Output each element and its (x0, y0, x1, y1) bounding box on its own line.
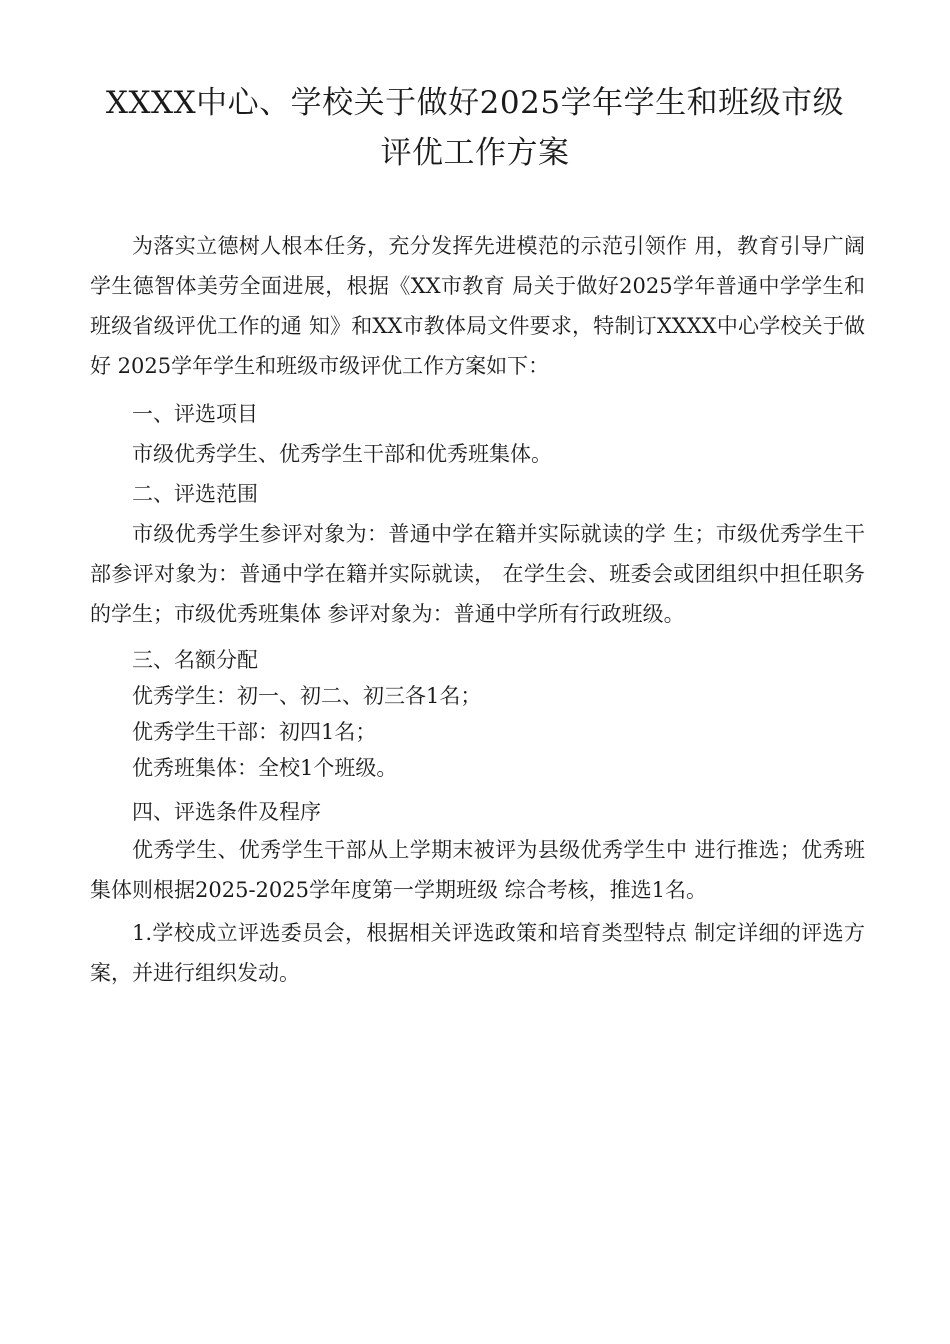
section-3-item-2: 优秀学生干部：初四1名； (132, 720, 377, 744)
section-2-text: 市级优秀学生参评对象为：普通中学在籍并实际就读的学 生；市级优秀学生干部参评对象为：普通中学在籍并实际就读， 在学生会、班委会或团组织中担任职务的学生；市级优秀班集体 参评对象为：普通中学所有行政班级。 (90, 522, 865, 626)
section-4-text: 优秀学生、优秀学生干部从上学期末被评为县级优秀学生中 进行推选；优秀班集体则根据2025-2025学年度第一学期班级 综合考核，推选1名。 (90, 838, 865, 902)
section-1-heading: 一、评选项目 (132, 402, 258, 426)
section-4-step-1: 1.学校成立评选委员会，根据相关评选政策和培育类型特点 制定详细的评选方案，并进行组织发动。 (90, 921, 865, 985)
section-3-heading: 三、名额分配 (132, 648, 258, 672)
title-line-2: 评优工作方案 (380, 135, 570, 171)
document-body (90, 226, 865, 993)
document-title (60, 78, 890, 178)
section-4-heading: 四、评选条件及程序 (132, 800, 321, 824)
section-1-text: 市级优秀学生、优秀学生干部和优秀班集体。 (132, 442, 552, 466)
section-3-item-3: 优秀班集体：全校1个班级。 (132, 756, 398, 780)
intro-paragraph: 为落实立德树人根本任务，充分发挥先进模范的示范引领作 用，教育引导广阔学生德智体美劳全面进展，根据《XX市教育 局关于做好2025学年普通中学学生和班级省级评优工作的通 知》和XX市教体局文件要求，特制订XXXX中心学校关于做好 2025学年学生和班级市级评优工作方案如下： (90, 234, 865, 378)
section-2-heading: 二、评选范围 (132, 482, 258, 506)
title-line-1: XXXX中心、学校关于做好2025学年学生和班级市级 (105, 85, 845, 121)
section-3-item-1: 优秀学生：初一、初二、初三各1名； (132, 684, 482, 708)
